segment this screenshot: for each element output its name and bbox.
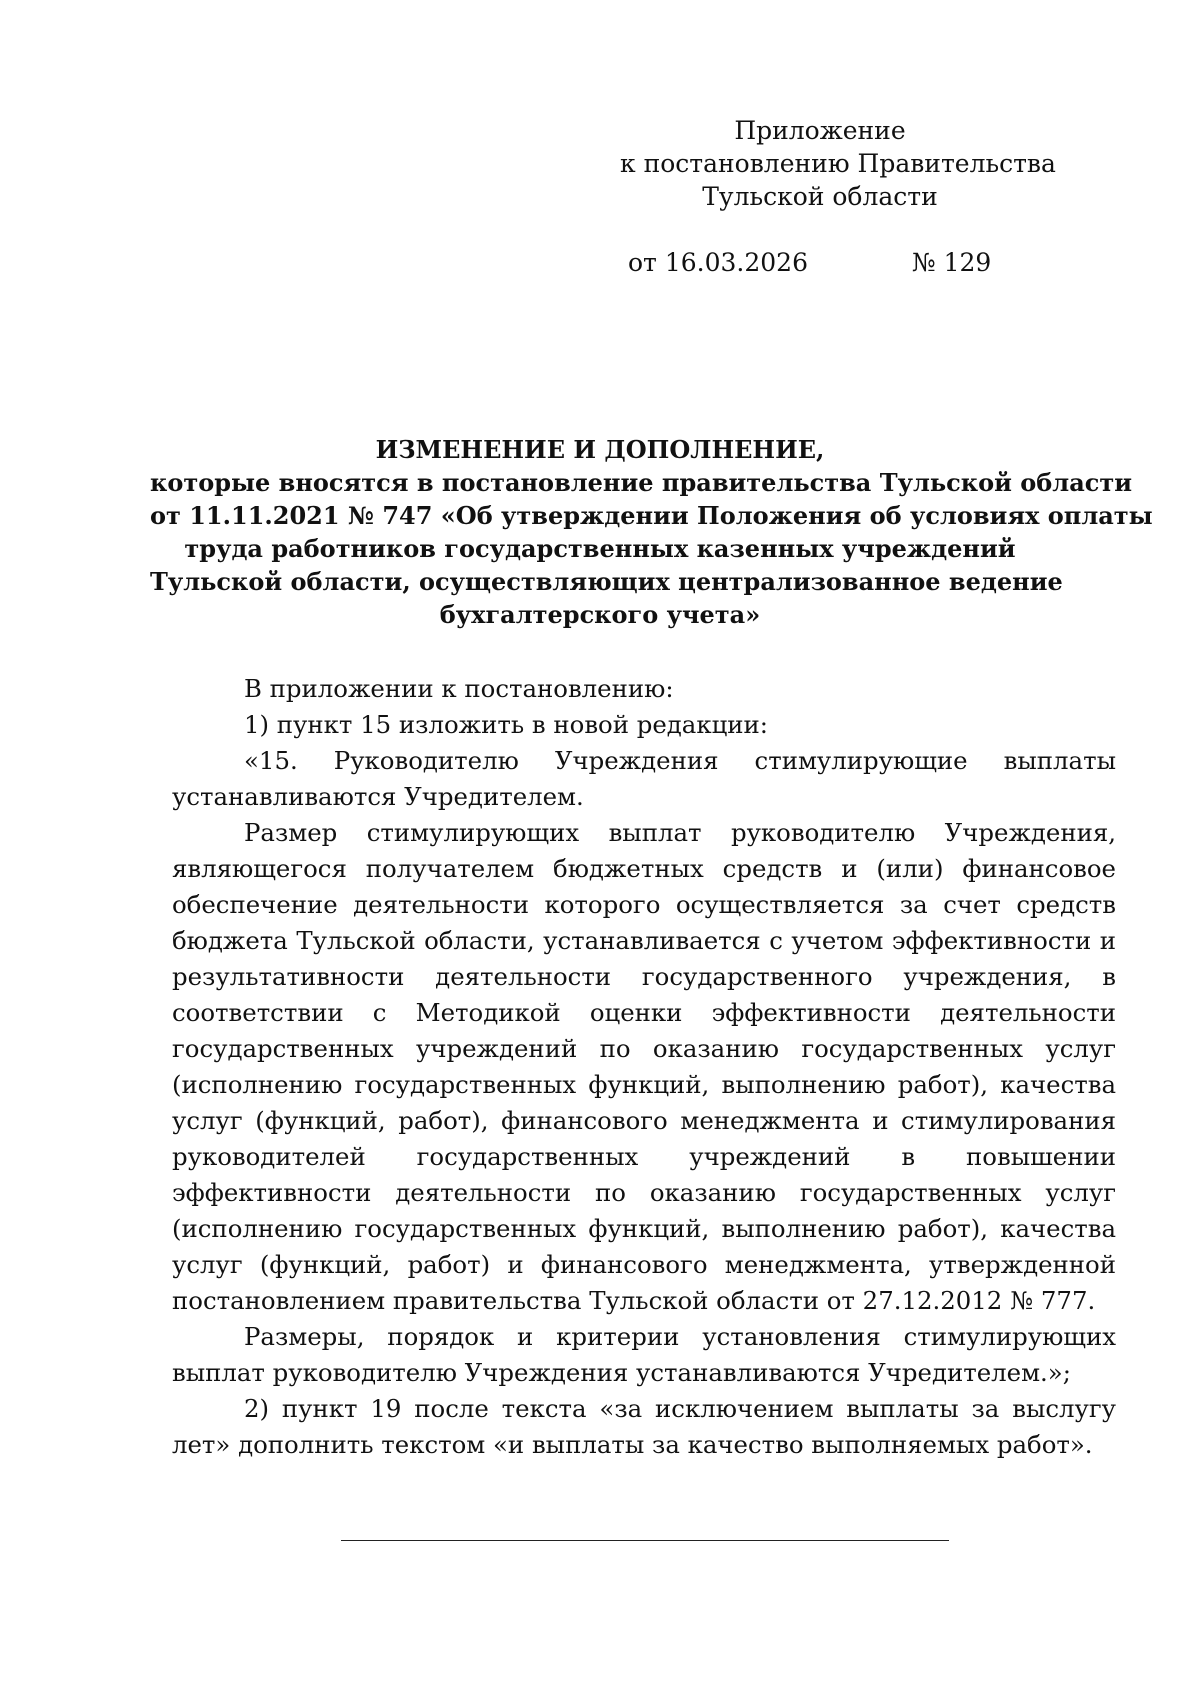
body-paragraph-intro: В приложении к постановлению: (244, 674, 674, 703)
appendix-line-1: Приложение (734, 116, 906, 145)
document-title (150, 433, 1153, 631)
appendix-header (620, 114, 1056, 213)
body-paragraph-item-2: 2) пункт 19 после текста «за исключением выплаты за выслугу лет» дополнить текстом «и выплаты за качество выполняемых работ». (172, 1394, 1116, 1459)
date-number-line (628, 246, 1008, 279)
body-paragraph-payment-size: Размер стимулирующих выплат руководителю Учреждения, являющегося получателем бюджетных средств и (или) финансовое обеспечение деятельности которого осуществляется за счет средств бюджета Тульской области, устанавливается с учетом эффективности и результативности деятельности государственного учреждения, в соответствии с Методикой оценки эффективности деятельности государственных учреждений по оказанию государственных услуг (исполнению государственных функций, выполнению работ), качества услуг (функций, работ), финансового менеджмента и стимулирования руководителей государственных учреждений в повышении эффективности деятельности по оказанию государственных услуг (исполнению государственных функций, выполнению работ), качества услуг (функций, работ) и финансового менеджмента, утвержденной постановлением правительства Тульской области от 27.12.2012 № 777. (172, 818, 1116, 1315)
closing-divider (341, 1540, 949, 1541)
appendix-line-2: к постановлению Правительства (620, 149, 1056, 178)
appendix-line-3: Тульской области (702, 182, 938, 211)
body-paragraph-criteria: Размеры, порядок и критерии установления стимулирующих выплат руководителю Учреждения устанавливаются Учредителем.»; (172, 1322, 1116, 1387)
title-line-6: бухгалтерского учета» (439, 600, 761, 629)
document-body (172, 671, 1116, 1463)
document-number: № 129 (912, 248, 992, 277)
title-line-2: которые вносятся в постановление правительства Тульской области (150, 468, 1133, 497)
title-line-3: от 11.11.2021 № 747 «Об утверждении Положения об условиях оплаты (150, 501, 1153, 530)
title-line-1: ИЗМЕНЕНИЕ И ДОПОЛНЕНИЕ, (375, 435, 825, 464)
body-paragraph-clause-15: «15. Руководителю Учреждения стимулирующие выплаты устанавливаются Учредителем. (172, 746, 1116, 811)
document-date: от 16.03.2026 (628, 248, 808, 277)
body-paragraph-item-1: 1) пункт 15 изложить в новой редакции: (244, 710, 769, 739)
title-line-5: Тульской области, осуществляющих централизованное ведение (150, 567, 1063, 596)
title-line-4: труда работников государственных казенных учреждений (184, 534, 1016, 563)
